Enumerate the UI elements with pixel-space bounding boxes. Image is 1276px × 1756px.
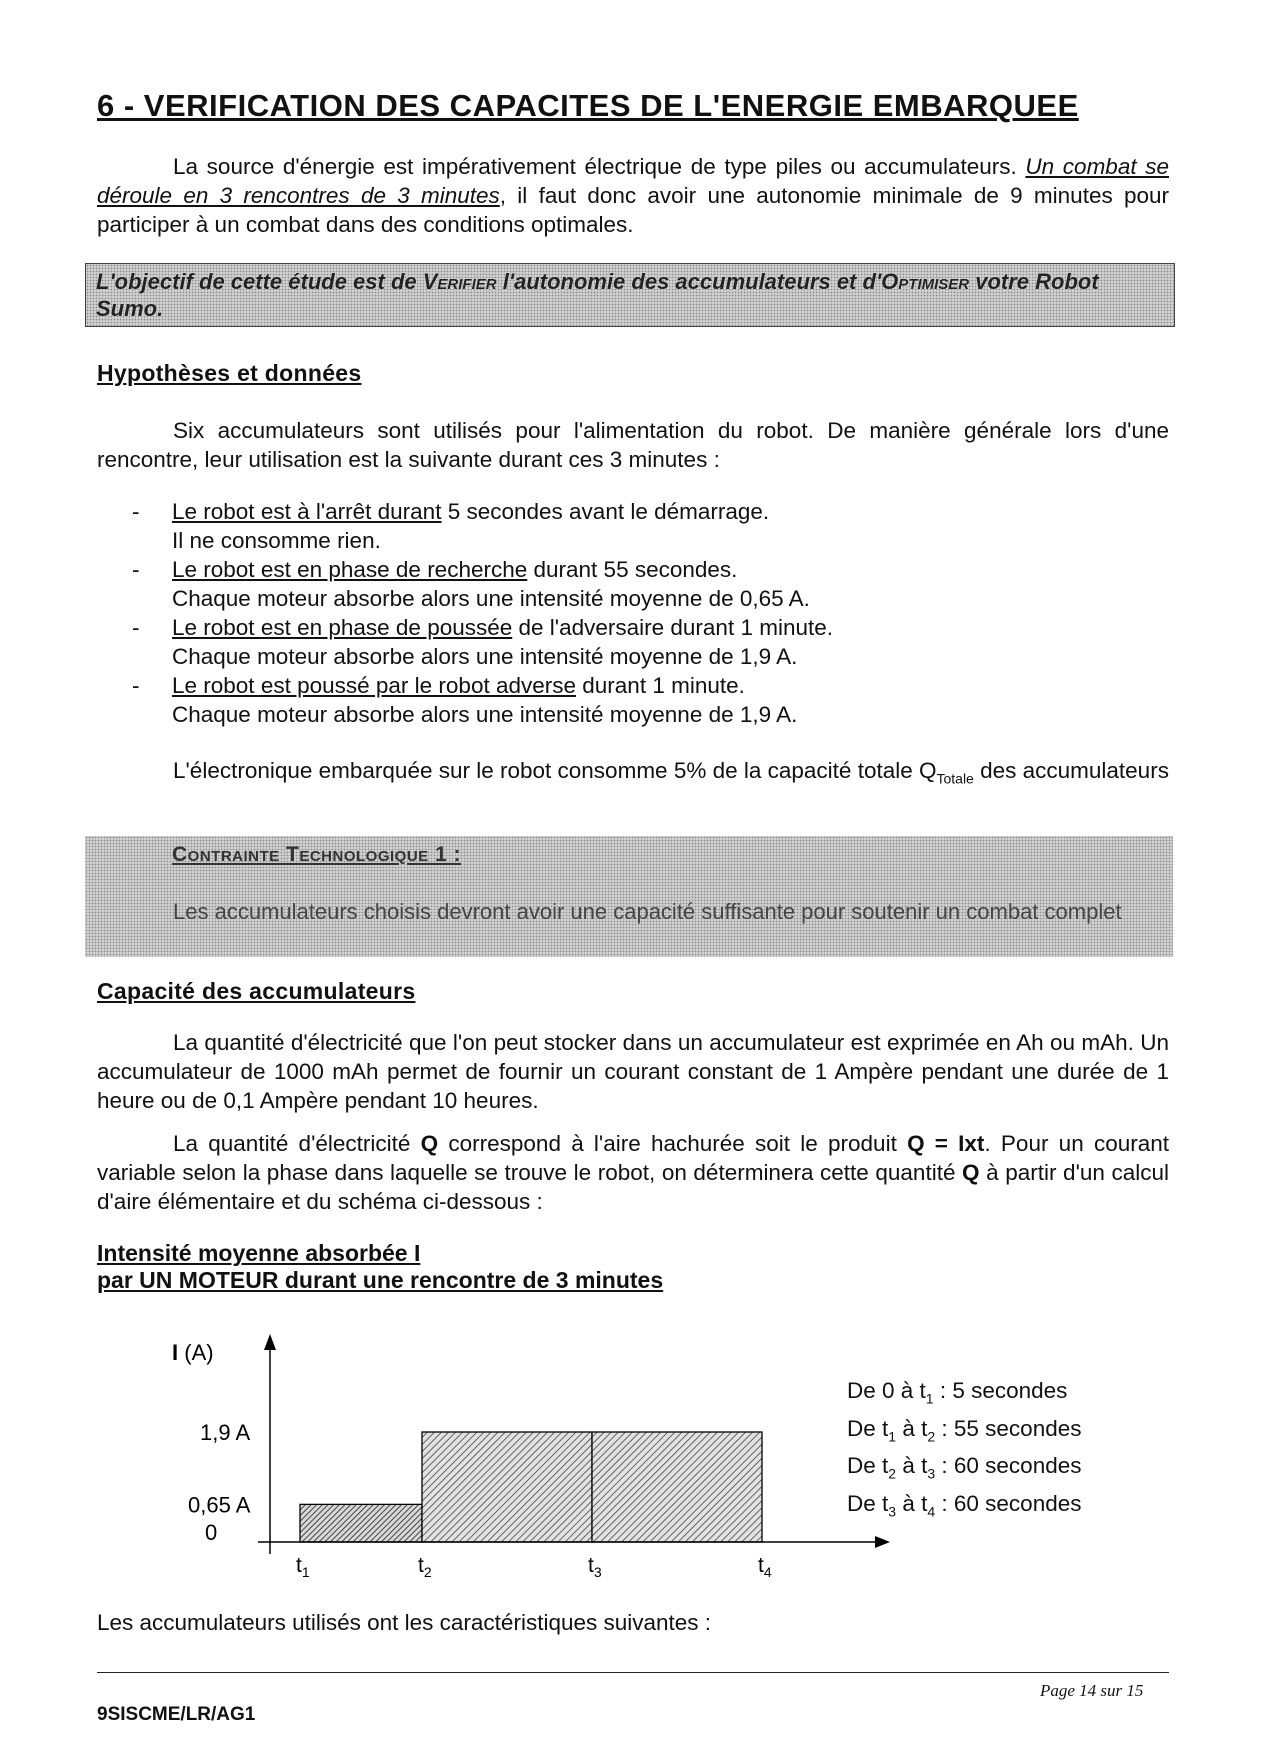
chart-bar-t1-t2 xyxy=(300,1504,422,1542)
list-dash: - xyxy=(132,557,140,582)
electronics-text: L'électronique embarquée sur le robot consomme 5% de la capacité totale Q xyxy=(173,758,937,783)
capacity-p2-text: . Pour un courant variable selon la phase dans laquelle se trouve le robot, on déterminera cette quantité xyxy=(97,1131,1169,1185)
footer-reference: 9SISCME/LR/AG1 xyxy=(97,1704,256,1725)
intro-text: La source d'énergie est impérativement électrique de type piles ou accumulateurs. xyxy=(173,154,1026,179)
legend-item xyxy=(847,1414,1082,1452)
duration-legend xyxy=(847,1376,1082,1526)
list-item-detail: Il ne consomme rien. xyxy=(172,528,381,553)
y-tick-label: 1,9 A xyxy=(200,1420,251,1445)
constraint-text-body: Les accumulateurs choisis devront avoir une capacité suffisante pour soutenir un combat complet xyxy=(173,899,1122,924)
symbol-q: Q xyxy=(962,1160,980,1185)
legend-text: De 0 à t xyxy=(847,1378,926,1403)
capacity-p2-text: à partir d'un calcul d'aire élémentaire et du schéma ci-dessous : xyxy=(97,1160,1169,1214)
list-item-underlined: Le robot est à l'arrêt durant xyxy=(172,499,442,524)
intro-underlined: Un combat se déroule en 3 rencontres de 3 minutes xyxy=(97,154,1170,208)
constraint-title: Contrainte Technologique 1 : xyxy=(172,843,462,866)
objective-optimiser: Optimiser xyxy=(881,269,970,294)
list-item xyxy=(132,613,833,671)
intro-text-end: , il faut donc avoir une autonomie minimale de 9 minutes pour participer à un combat dans des conditions optimales. xyxy=(97,183,1169,237)
list-item-underlined: Le robot est en phase de recherche xyxy=(172,557,528,582)
formula: Q = Ixt xyxy=(907,1131,985,1156)
legend-sub: 1 xyxy=(888,1428,897,1444)
legend-text: De t xyxy=(847,1415,889,1441)
list-item xyxy=(132,671,833,729)
legend-sub: 3 xyxy=(927,1465,936,1482)
legend-text: : 60 secondes xyxy=(935,1490,1082,1516)
y-tick-label: 0 xyxy=(205,1520,218,1545)
list-item xyxy=(132,497,833,555)
electronics-paragraph xyxy=(97,756,1169,794)
list-item-text: de l'adversaire durant 1 minute. xyxy=(512,615,833,640)
hypotheses-intro xyxy=(97,416,1169,474)
legend-text: De t xyxy=(847,1490,889,1516)
phase-list xyxy=(132,497,833,729)
legend-text: à t xyxy=(896,1490,928,1516)
legend-sub: 1 xyxy=(925,1390,934,1407)
y-axis-unit: (A) xyxy=(178,1340,214,1365)
intensity-title-line2: par UN MOTEUR durant une rencontre de 3 minutes xyxy=(97,1267,664,1293)
list-dash: - xyxy=(132,673,140,698)
electronics-text-end: des accumulateurs xyxy=(973,758,1169,783)
list-dash: - xyxy=(132,499,140,524)
x-axis-arrow xyxy=(875,1536,890,1548)
legend-sub: 2 xyxy=(888,1465,897,1482)
list-item-detail: Chaque moteur absorbe alors une intensité moyenne de 0,65 A. xyxy=(172,586,810,611)
capacity-p2-text: correspond à l'aire hachurée soit le produit xyxy=(438,1131,908,1156)
page-number: Page 14 sur 15 xyxy=(1040,1681,1144,1700)
capacity-p2-text: La quantité d'électricité xyxy=(173,1131,421,1156)
list-item-text: durant 55 secondes. xyxy=(527,557,738,582)
intensity-title xyxy=(97,1240,663,1294)
x-tick-label: $t_3$ xyxy=(588,1554,602,1580)
legend-sub: 2 xyxy=(927,1428,936,1444)
objective-text xyxy=(96,268,1171,322)
x-tick-label: $t_4$ xyxy=(758,1554,772,1580)
legend-item xyxy=(847,1376,1082,1414)
y-axis-label xyxy=(172,1340,214,1365)
chart-bars xyxy=(300,1432,762,1542)
chart-bar-t2-t3 xyxy=(422,1432,592,1542)
legend-text: à t xyxy=(896,1415,928,1441)
legend-text: De t xyxy=(847,1453,889,1478)
list-item xyxy=(132,555,833,613)
capacity-p1-text: La quantité d'électricité que l'on peut stocker dans un accumulateur est exprimée en Ah ou mAh. Un accumulateur de 1000 mAh permet de fournir un courant constant de 1 Ampère pendant une durée de 1 heure ou de 0,1 Ampère pendant 10 heures. xyxy=(97,1030,1169,1113)
objective-verifier: Verifier xyxy=(422,269,497,294)
list-item-text: 5 secondes avant le démarrage. xyxy=(441,499,770,524)
list-item-underlined: Le robot est poussé par le robot adverse xyxy=(172,673,577,698)
legend-text: : 60 secondes xyxy=(935,1453,1082,1478)
y-axis-symbol: I xyxy=(172,1340,179,1365)
chart-bar-t3-t4 xyxy=(592,1432,762,1542)
symbol-q: Q xyxy=(420,1131,439,1156)
capacity-heading: Capacité des accumulateurs xyxy=(97,978,416,1004)
list-item-detail: Chaque moteur absorbe alors une intensité moyenne de 1,9 A. xyxy=(172,644,798,669)
constraint-text xyxy=(97,898,1169,925)
capacity-paragraph-2 xyxy=(97,1129,1169,1216)
x-tick-label: $t_2$ xyxy=(418,1554,432,1580)
legend-text: : 5 secondes xyxy=(933,1378,1068,1403)
intro-paragraph xyxy=(97,152,1169,239)
footer-rule xyxy=(97,1672,1169,1673)
list-dash: - xyxy=(132,615,140,640)
legend-text: : 55 secondes xyxy=(935,1415,1082,1441)
legend-item xyxy=(847,1489,1082,1527)
x-tick-label: $t_1$ xyxy=(296,1554,310,1580)
legend-sub: 4 xyxy=(927,1503,936,1519)
objective-part: L'objectif de cette étude est de xyxy=(96,269,423,294)
objective-part: votre Robot Sumo. xyxy=(96,269,1099,321)
closing-text: Les accumulateurs utilisés ont les caractéristiques suivantes : xyxy=(97,1610,712,1635)
y-tick-label: 0,65 A xyxy=(188,1492,251,1518)
legend-text: à t xyxy=(896,1453,928,1478)
list-item-detail: Chaque moteur absorbe alors une intensité moyenne de 1,9 A. xyxy=(172,702,798,727)
capacity-paragraph-1 xyxy=(97,1028,1169,1115)
objective-part: l'autonomie des accumulateurs et d' xyxy=(496,269,882,294)
intensity-title-line1: Intensité moyenne absorbée I xyxy=(97,1240,421,1266)
y-axis-arrow xyxy=(264,1334,276,1350)
page-title: 6 - VERIFICATION DES CAPACITES DE L'ENERGIE EMBARQUEE xyxy=(97,88,1079,123)
electronics-subscript: Totale xyxy=(936,770,974,787)
list-item-text: durant 1 minute. xyxy=(576,673,745,698)
hypotheses-heading: Hypothèses et données xyxy=(97,360,362,386)
legend-item xyxy=(847,1451,1082,1489)
legend-sub: 3 xyxy=(888,1503,897,1519)
hypotheses-intro-text: Six accumulateurs sont utilisés pour l'alimentation du robot. De manière générale lors d'une rencontre, leur utilisation est la suivante durant ces 3 minutes : xyxy=(97,418,1169,472)
list-item-underlined: Le robot est en phase de poussée xyxy=(172,615,513,640)
